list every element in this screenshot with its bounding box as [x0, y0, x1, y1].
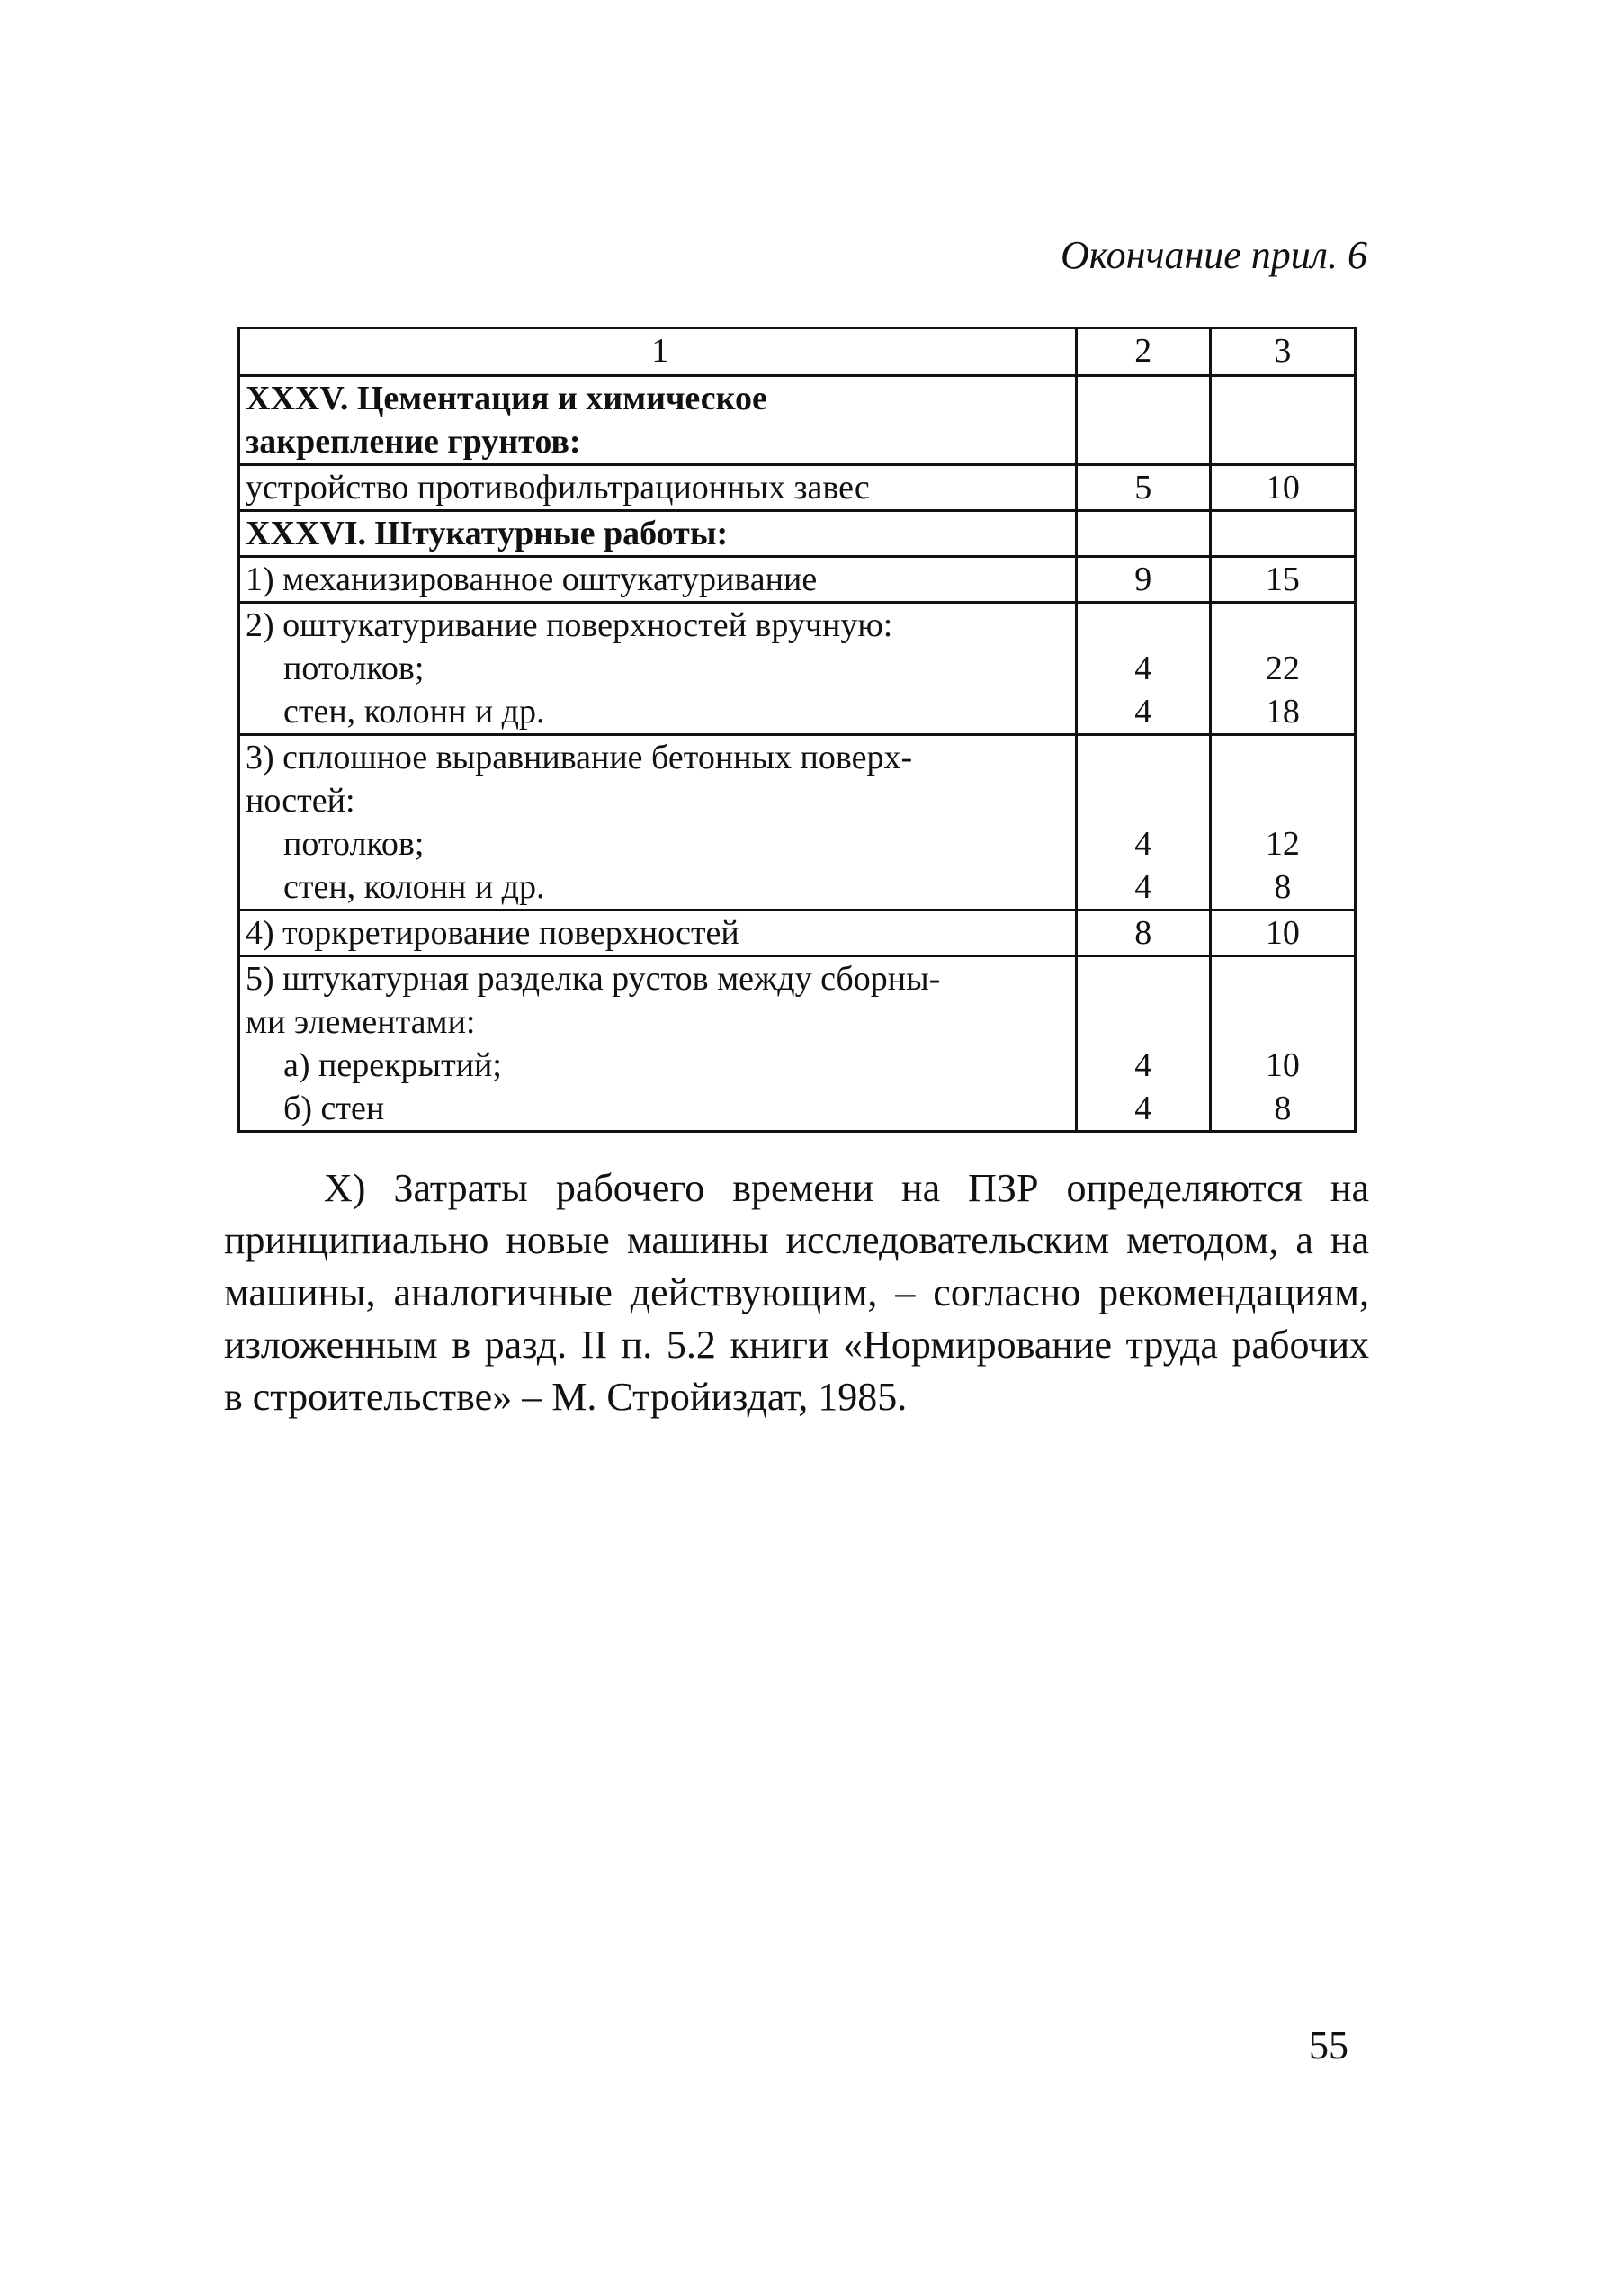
- sub-item-label: а) перекрытий;: [283, 1046, 502, 1084]
- section-heading: [239, 376, 1077, 465]
- table-row: [239, 603, 1356, 735]
- sub-item-label: потолков;: [283, 825, 425, 863]
- sub-item-label: б) стен: [283, 1090, 385, 1127]
- table-row: [239, 511, 1356, 557]
- col3-value: 18: [1265, 693, 1300, 731]
- footnote-line: машины, аналогичные действующим, – согласно рекомендациям,: [224, 1270, 1369, 1314]
- table-cell: [1076, 376, 1210, 465]
- col2-value: 5: [1076, 465, 1210, 511]
- table-cell: [1210, 376, 1355, 465]
- section-title-line: закрепление грунтов:: [246, 423, 581, 461]
- item-label: ностей:: [246, 782, 355, 820]
- col2-value: 4: [1134, 1046, 1152, 1084]
- footnote-line: Х) Затраты рабочего времени на ПЗР определяются на: [324, 1166, 1369, 1210]
- row-label: устройство противофильтрационных завес: [239, 465, 1077, 511]
- col3-value: 15: [1210, 557, 1355, 603]
- sub-item-label: стен, колонн и др.: [283, 868, 545, 906]
- page-number: 55: [1309, 2023, 1348, 2067]
- col3-value: 10: [1210, 465, 1355, 511]
- row-label: [239, 603, 1077, 735]
- table-header-row: [239, 328, 1356, 376]
- col2-value: 4: [1134, 693, 1152, 731]
- row-label: 4) торкретирование поверхностей: [239, 910, 1077, 956]
- sub-item-label: стен, колонн и др.: [283, 693, 545, 731]
- col3-value: 10: [1210, 910, 1355, 956]
- item-label: 3) сплошное выравнивание бетонных поверх-: [246, 739, 913, 776]
- sub-item-label: потолков;: [283, 650, 425, 687]
- table-row: [239, 376, 1356, 465]
- header-col-2: 2: [1076, 328, 1210, 376]
- section-heading: XXXVI. Штукатурные работы:: [239, 511, 1077, 557]
- table-row: [239, 735, 1356, 910]
- row-label: 1) механизированное оштукатуривание: [239, 557, 1077, 603]
- col2-value: 4: [1134, 868, 1152, 906]
- col3-value: 8: [1274, 1090, 1292, 1127]
- col3-value: 22: [1265, 650, 1300, 687]
- norms-table: [237, 327, 1357, 1133]
- col3-value: 8: [1274, 868, 1292, 906]
- col2-value: 9: [1076, 557, 1210, 603]
- table-row: [239, 465, 1356, 511]
- col3-value: 12: [1265, 825, 1300, 863]
- table-row: [239, 910, 1356, 956]
- header-col-1: 1: [239, 328, 1077, 376]
- table-cell: [1210, 511, 1355, 557]
- footnote-paragraph: [224, 1162, 1369, 1423]
- col2-value: 4: [1134, 1090, 1152, 1127]
- table-cell: [1076, 511, 1210, 557]
- col2-values: [1076, 603, 1210, 735]
- footnote-line: принципиально новые машины исследовательским методом, а на: [224, 1218, 1369, 1262]
- col2-values: [1076, 735, 1210, 910]
- header-col-3: 3: [1210, 328, 1355, 376]
- footnote-line: в строительстве» – М. Стройиздат, 1985.: [224, 1375, 908, 1419]
- col3-values: [1210, 956, 1355, 1132]
- col2-values: [1076, 956, 1210, 1132]
- running-head: Окончание прил. 6: [1060, 233, 1367, 277]
- col2-value: 4: [1134, 825, 1152, 863]
- table-row: [239, 557, 1356, 603]
- footnote-line: изложенным в разд. II п. 5.2 книги «Нормирование труда рабочих: [224, 1323, 1369, 1367]
- col2-value: 8: [1076, 910, 1210, 956]
- col2-value: 4: [1134, 650, 1152, 687]
- item-label: 2) оштукатуривание поверхностей вручную:: [246, 606, 893, 644]
- table-row: [239, 956, 1356, 1132]
- row-label: [239, 956, 1077, 1132]
- item-label: 5) штукатурная разделка рустов между сборны-: [246, 960, 941, 998]
- col3-values: [1210, 735, 1355, 910]
- section-title-line: XXXV. Цементация и химическое: [246, 380, 767, 417]
- col3-value: 10: [1265, 1046, 1300, 1084]
- item-label: ми элементами:: [246, 1003, 476, 1041]
- col3-values: [1210, 603, 1355, 735]
- row-label: [239, 735, 1077, 910]
